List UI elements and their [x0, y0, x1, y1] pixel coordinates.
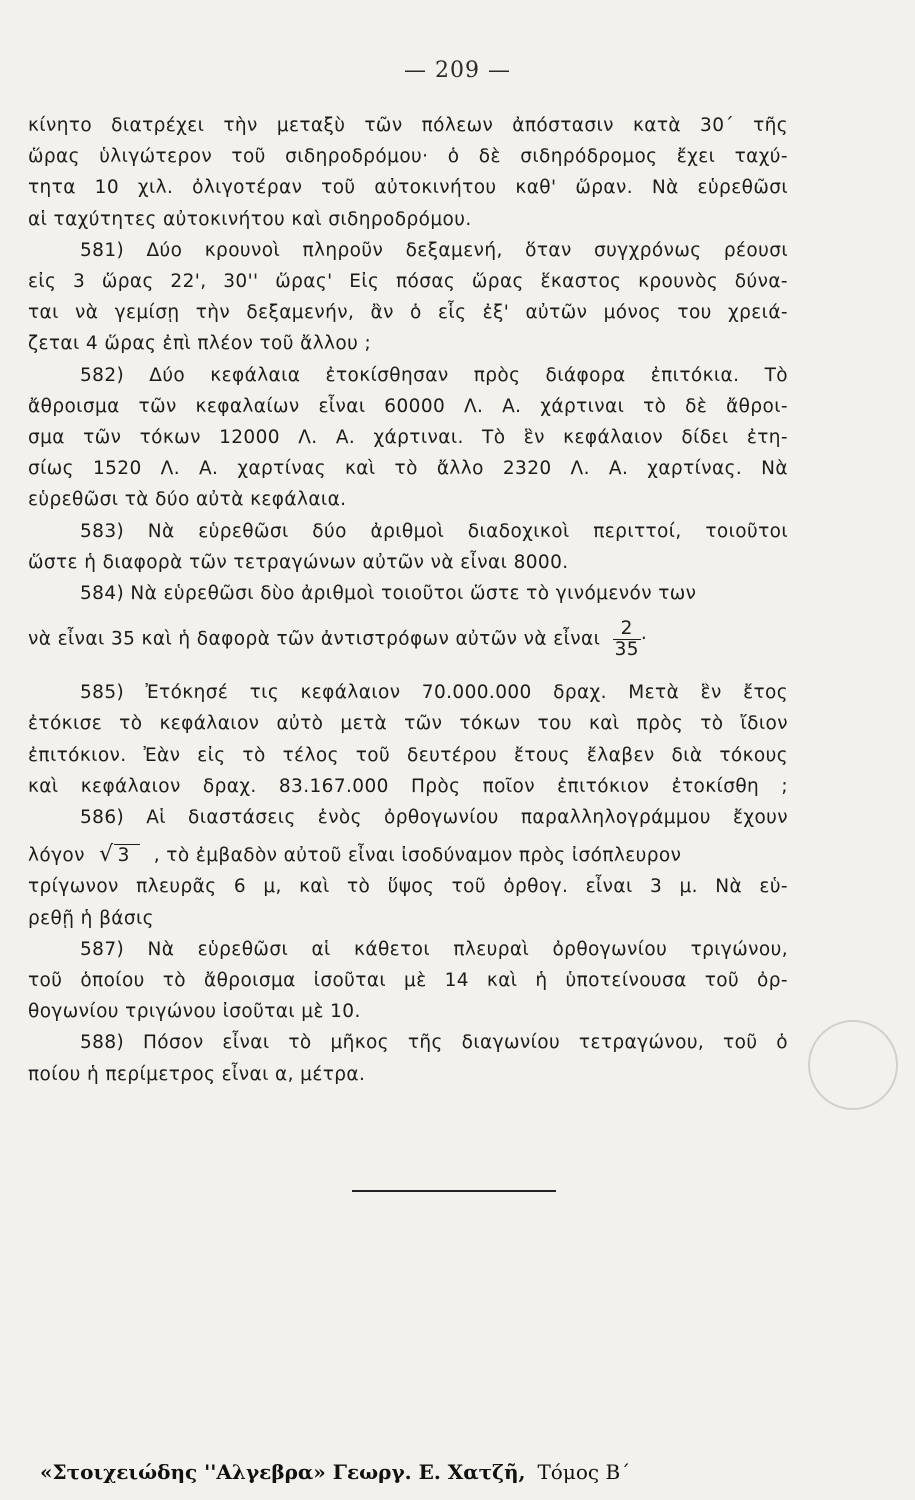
- sqrt-line-before: λόγον: [28, 845, 85, 867]
- text-line: ρεθῇ ἡ βάσις: [28, 907, 154, 929]
- text-line: εὑρεθῶσι τὰ δύο αὐτὰ κεφάλαια.: [28, 489, 347, 511]
- problem-584: 584) Νὰ εὑρεθῶσι δὺο ἀριθμοὶ τοιοῦτοι ὥστε τὸ γινόμενόν των: [80, 583, 697, 605]
- text-line: αἱ ταχύτητες αὐτοκινήτου καὶ σιδηροδρόμου.: [28, 208, 472, 230]
- fraction: [613, 619, 641, 660]
- problem-581: 581) Δύο κρουνοὶ πληροῦν δεξαμενή, ὅταν συγχρόνως ρέουσι: [80, 239, 788, 261]
- problem-588: 588) Πόσον εἶναι τὸ μῆκος τῆς διαγωνίου τετραγώνου, τοῦ ὁ: [80, 1032, 788, 1054]
- equation-text: νὰ εἶναι 35 καὶ ἡ δαφορὰ τῶν ἀντιστρόφων αὐτῶν νὰ εἶναι: [28, 628, 601, 650]
- text-line: καὶ κεφάλαιον δραχ. 83.167.000 Πρὸς ποῖον ἐπιτόκιον ἐτοκίσθη ;: [28, 775, 788, 797]
- text-line: τρίγωνον πλευρᾶς 6 μ, καὶ τὸ ὕψος τοῦ ὀρθογ. εἶναι 3 μ. Νὰ εὑ-: [28, 876, 788, 898]
- text-line: τοῦ ὁποίου τὸ ἄθροισμα ἰσοῦται μὲ 14 καὶ ἡ ὑποτείνουσα τοῦ ὀρ-: [28, 970, 788, 992]
- problem-587: 587) Νὰ εὑρεθῶσι αἱ κάθετοι πλευραὶ ὀρθογωνίου τριγώνου,: [80, 938, 788, 960]
- problem-586: 586) Αἱ διαστάσεις ἑνὸς ὀρθογωνίου παραλληλογράμμου ἔχουν: [80, 807, 788, 829]
- footer: [40, 1460, 900, 1484]
- footer-volume: Τόμος Β΄: [537, 1460, 631, 1484]
- text-line: θογωνίου τριγώνου ἰσοῦται μὲ 10.: [28, 1001, 361, 1023]
- sqrt-line-after: , τὸ ἐμβαδὸν αὐτοῦ εἶναι ἰσοδύναμον πρὸς ἰσόπλευρον: [153, 845, 682, 867]
- text-line: τητα 10 χιλ. ὀλιγοτέραν τοῦ αὐτοκινήτου καθ' ὥραν. Νὰ εὑρεθῶσι: [28, 177, 788, 199]
- text-line: ὥρας ὑλιγώτερον τοῦ σιδηροδρόμου· ὁ δὲ σιδηρόδρομος ἔχει ταχύ-: [28, 146, 788, 168]
- fraction-numerator: 2: [613, 619, 641, 640]
- problem-585: 585) Ἐτόκησέ τις κεφάλαιον 70.000.000 δραχ. Μετὰ ἓν ἔτος: [80, 682, 788, 704]
- problem-582: 582) Δύο κεφάλαια ἐτοκίσθησαν πρὸς διάφορα ἐπιτόκια. Τὸ: [80, 364, 788, 386]
- footer-title: «Στοιχειώδης ''Αλγεβρα» Γεωργ. Ε. Χατζῆ,: [40, 1460, 526, 1484]
- sqrt-line: [28, 839, 788, 871]
- text-line: σίως 1520 Λ. Α. χαρτίνας καὶ τὸ ἄλλο 2320 Λ. Α. χαρτίνας. Νὰ: [28, 458, 788, 480]
- text-line: ται νὰ γεμίσῃ τὴν δεξαμενήν, ἂν ὁ εἷς ἐξ' αὐτῶν μόνος του χρειά-: [28, 302, 788, 324]
- equation-line: [28, 619, 788, 659]
- text-line: ἐπιτόκιον. Ἐὰν εἰς τὸ τέλος τοῦ δευτέρου ἔτους ἔλαβεν διὰ τόκους: [28, 744, 788, 766]
- fraction-denominator: 35: [614, 639, 639, 661]
- problem-583: 583) Νὰ εὑρεθῶσι δύο ἀριθμοὶ διαδοχικοὶ περιττοί, τοιοῦτοι: [80, 520, 788, 542]
- end-rule: [352, 1190, 556, 1192]
- text-line: ὥστε ἡ διαφορὰ τῶν τετραγώνων αὐτῶν νὰ εἶναι 8000.: [28, 551, 569, 573]
- text-line: ἐτόκισε τὸ κεφάλαιον αὐτὸ μετὰ τῶν τόκων του καὶ πρὸς τὸ ἴδιον: [28, 713, 788, 735]
- square-root: [99, 839, 140, 871]
- sqrt-radicand: 3: [114, 844, 140, 866]
- text-line: ζεται 4 ὥρας ἐπὶ πλέον τοῦ ἄλλου ;: [28, 333, 372, 355]
- body-text: [28, 110, 788, 1090]
- radical-icon: √: [99, 842, 114, 868]
- text-line: ἄθροισμα τῶν κεφαλαίων εἶναι 60000 Λ. Α. χάρτιναι τὸ δὲ ἄθροι-: [28, 395, 788, 417]
- text-line: ποίου ἡ περίμετρος εἶναι α, μέτρα.: [28, 1063, 366, 1085]
- equation-end: ·: [640, 628, 648, 650]
- page-number: — 209 —: [404, 58, 511, 83]
- text-line: εἰς 3 ὥρας 22', 30'' ὥρας' Εἰς πόσας ὥρας ἕκαστος κρουνὸς δύνα-: [28, 271, 788, 293]
- text-line: κίνητο διατρέχει τὴν μεταξὺ τῶν πόλεων ἀπόστασιν κατὰ 30΄ τῆς: [28, 115, 788, 136]
- text-line: σμα τῶν τόκων 12000 Λ. Α. χάρτιναι. Τὸ ἓν κεφάλαιον δίδει ἐτη-: [28, 427, 788, 449]
- library-stamp: [795, 1007, 910, 1122]
